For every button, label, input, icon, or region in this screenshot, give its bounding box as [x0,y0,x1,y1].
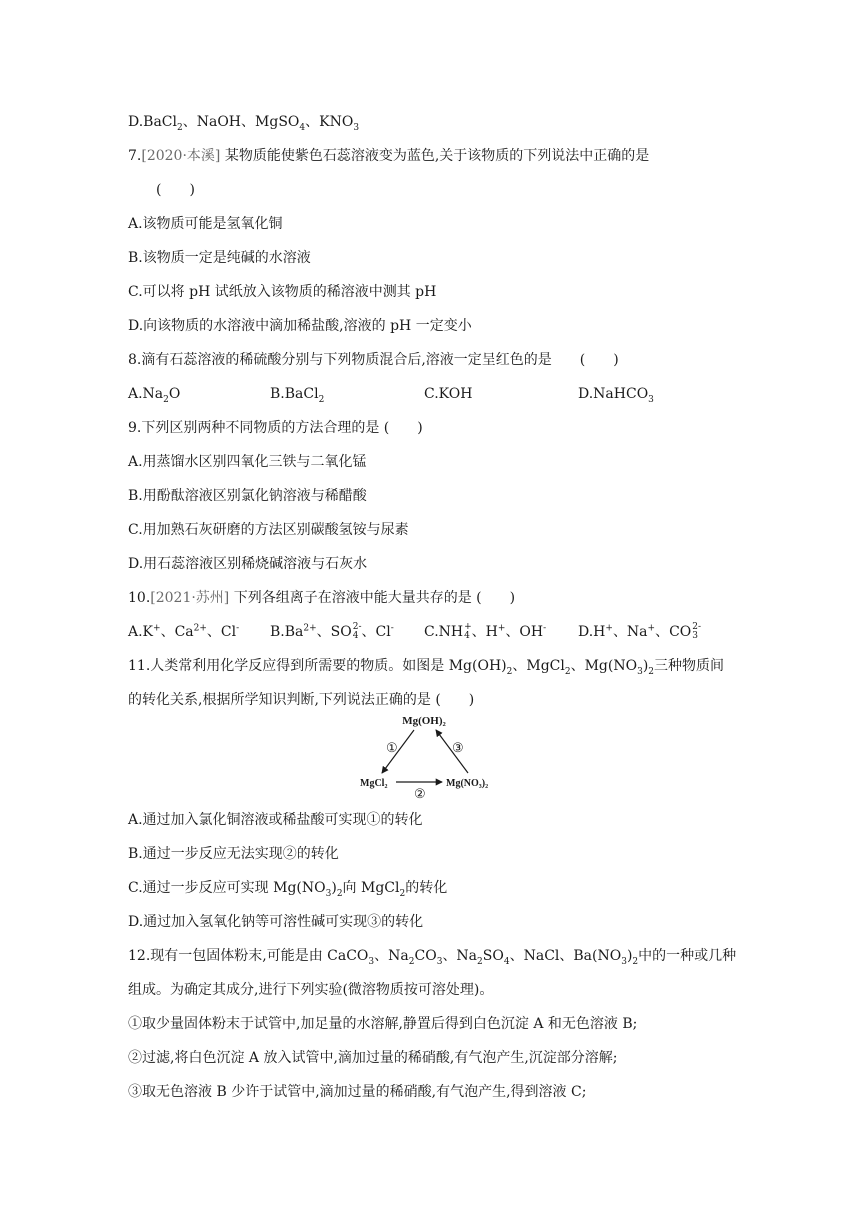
q6-option-d: D.BaCl$_2$、NaOH、MgSO$_4$、$KNO_3$ [128,114,360,133]
q9-stem: 9.下列区别两种不同物质的方法合理的是 ( ) [128,420,423,436]
q7-option-b: B.该物质一定是纯碱的水溶液 [128,250,311,266]
q7-option-d: D.向该物质的水溶液中滴加稀盐酸,溶液的 pH 一定变小 [128,318,472,334]
q11-stem-line2: 的转化关系,根据所学知识判断,下列说法正确的是 ( ) [128,692,475,708]
node-mg-oh-2: Mg(OH)₂ [402,715,446,727]
q8-option-c: C.KOH [424,386,473,402]
label-3: ③ [452,740,464,755]
q10-option-d: D.H+、Na+、CO 2- 3 [578,622,702,641]
q9-option-c: C.用加熟石灰研磨的方法区别碳酸氢铵与尿素 [128,522,409,538]
q7-option-c: C.可以将 pH 试纸放入该物质的稀溶液中测其 pH [128,284,437,300]
node-mg-no3-2: Mg(NO₃)₂ [446,778,489,789]
q12-step-2: ②过滤,将白色沉淀 A 放入试管中,滴加过量的稀硝酸,有气泡产生,沉淀部分溶解; [128,1050,618,1066]
q11-option-c: C.通过一步反应可实现 $Mg(NO_3)_2$向 MgCl$_2$的转化 [128,880,448,899]
q7-answer-paren: ( ) [156,182,195,198]
q7-stem: 7.[2020·本溪] 某物质能使紫色石蕊溶液变为蓝色,关于该物质的下列说法中正确的是 [128,148,650,164]
q11-option-b: B.通过一步反应无法实现②的转化 [128,846,339,862]
node-mgcl2: MgCl₂ [360,778,388,789]
q9-option-b: B.用酚酞溶液区别氯化钠溶液与稀醋酸 [128,488,367,504]
q8-stem: 8.滴有石蕊溶液的稀硫酸分别与下列物质混合后,溶液一定呈红色的是 ( ) [128,352,619,368]
q12-step-3: ③取无色溶液 B 少许于试管中,滴加过量的稀硝酸,有气泡产生,得到溶液 C; [128,1084,587,1100]
conversion-diagram [356,710,506,802]
q10-option-b: $B.Ba^{2+}$、SO 2- 4 、Cl- [270,622,394,641]
q11-option-a: A.通过加入氯化铜溶液或稀盐酸可实现①的转化 [128,812,423,828]
q8-option-b: B.BaCl$_2$ [270,386,325,405]
q8-option-d: D.NaHCO$_3$ [578,386,654,405]
q7-option-a: A.该物质可能是氢氧化铜 [128,216,283,232]
q10-stem: 10.[2021·苏州] 下列各组离子在溶液中能大量共存的是 ( ) [128,590,516,606]
q12-stem-line1: 12.现有一包固体粉末,可能是由 CaCO$_3$、$Na_2CO_3$、$Na_2SO_4$、NaCl、$Ba(NO_3)_2$中的一种或几种 [128,948,737,967]
q8-option-a: $A.Na_2O$ [128,386,181,405]
q10-option-a: A.K+、$Ca^{2+}$、Cl- [128,623,240,640]
q9-option-a: A.用蒸馏水区别四氧化三铁与二氧化锰 [128,454,367,470]
q11-option-d: D.通过加入氢氧化钠等可溶性碱可实现③的转化 [128,914,424,930]
q12-step-1: ①取少量固体粉末于试管中,加足量的水溶解,静置后得到白色沉淀 A 和无色溶液 B; [128,1016,638,1032]
label-2: ② [414,786,426,801]
q12-stem-line2: 组成。为确定其成分,进行下列实验(微溶物质按可溶处理)。 [128,982,494,998]
q9-option-d: D.用石蕊溶液区别稀烧碱溶液与石灰水 [128,556,368,572]
q10-option-c: C.NH + 4 、H+、OH- [424,622,547,641]
q11-stem-line1: 11.人类常利用化学反应得到所需要的物质。如图是 $Mg(OH)_2$、MgCl$_2$、$Mg(NO_3)_2$三种物质间 [128,658,725,677]
label-1: ① [386,740,398,755]
